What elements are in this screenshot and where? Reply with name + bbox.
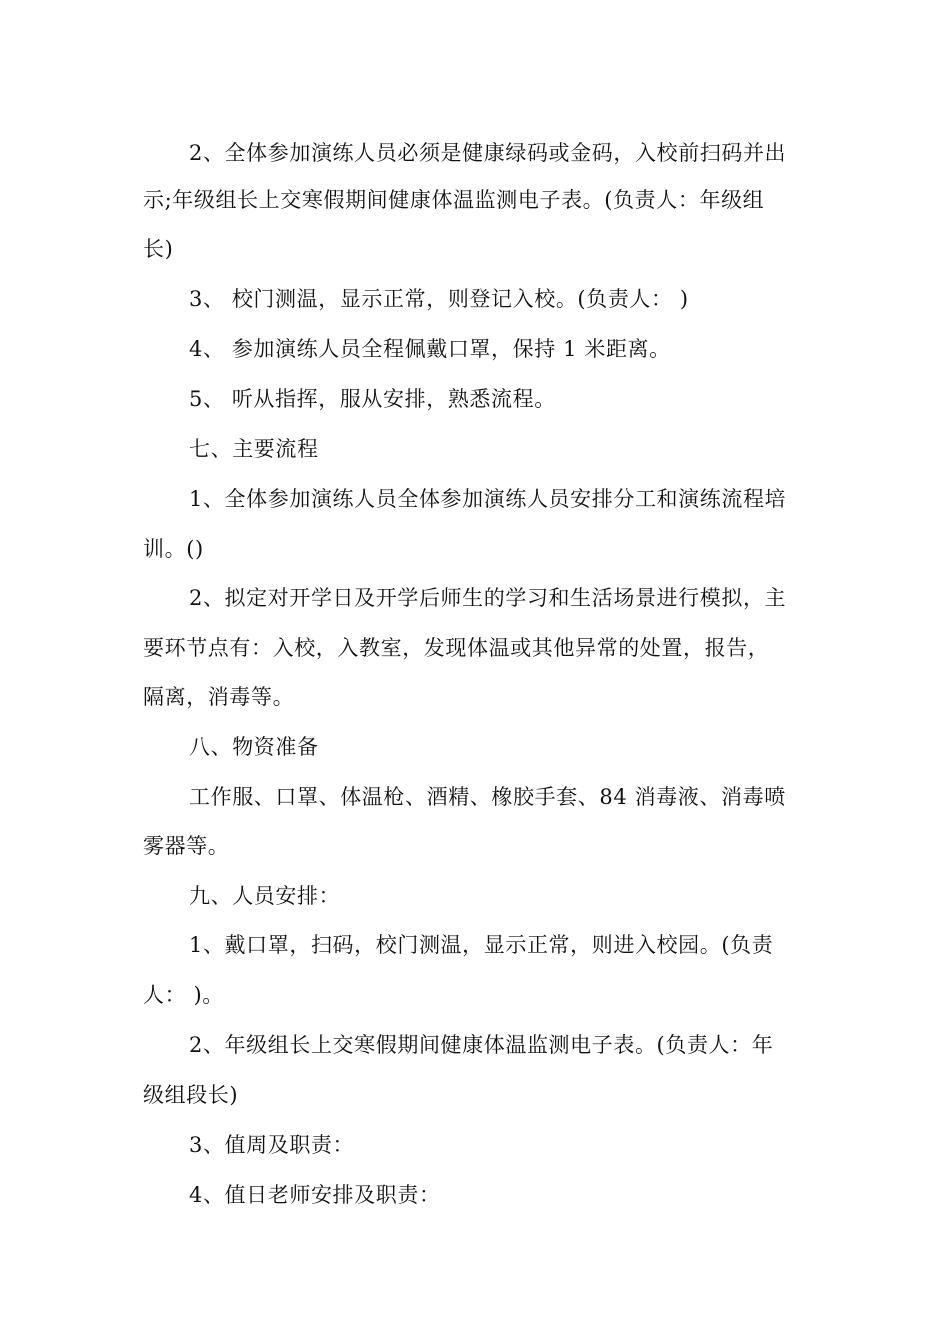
- paragraph-line: 工作服、口罩、体温枪、酒精、橡胶手套、84 消毒液、消毒喷: [189, 785, 786, 809]
- paragraph-line: 2、拟定对开学日及开学后师生的学习和生活场景进行模拟，主: [189, 586, 787, 610]
- section-heading: 九、人员安排：: [189, 884, 341, 908]
- paragraph-line: 要环节点有：入校，入教室，发现体温或其他异常的处置，报告，: [143, 636, 770, 660]
- paragraph-line: 3、值周及职责：: [189, 1133, 355, 1157]
- paragraph-line: 隔离，消毒等。: [143, 685, 295, 709]
- paragraph-line: 1、戴口罩，扫码，校门测温，显示正常，则进入校园。(负责: [189, 933, 774, 957]
- paragraph-line: 长): [143, 237, 174, 261]
- section-heading: 八、物资准备: [189, 735, 319, 759]
- paragraph-line: 5、 听从指挥，服从安排，熟悉流程。: [189, 387, 556, 411]
- paragraph-line: 3、 校门测温，显示正常，则登记入校。(负责人： ): [189, 287, 689, 311]
- paragraph-line: 级组段长): [143, 1083, 239, 1107]
- paragraph-line: 雾器等。: [143, 834, 230, 858]
- paragraph-line: 2、全体参加演练人员必须是健康绿码或金码，入校前扫码并出: [189, 141, 787, 165]
- paragraph-line: 示;年级组长上交寒假期间健康体温监测电子表。(负责人：年级组: [143, 188, 765, 212]
- paragraph-line: 1、全体参加演练人员全体参加演练人员安排分工和演练流程培: [189, 487, 787, 511]
- paragraph-line: 4、值日老师安排及职责：: [189, 1183, 441, 1207]
- paragraph-line: 训。(): [143, 537, 204, 561]
- paragraph-line: 人： )。: [143, 983, 224, 1007]
- paragraph-line: 2、年级组长上交寒假期间健康体温监测电子表。(负责人：年: [189, 1033, 774, 1057]
- section-heading: 七、主要流程: [189, 437, 319, 461]
- paragraph-line: 4、 参加演练人员全程佩戴口罩，保持 1 米距离。: [189, 337, 671, 361]
